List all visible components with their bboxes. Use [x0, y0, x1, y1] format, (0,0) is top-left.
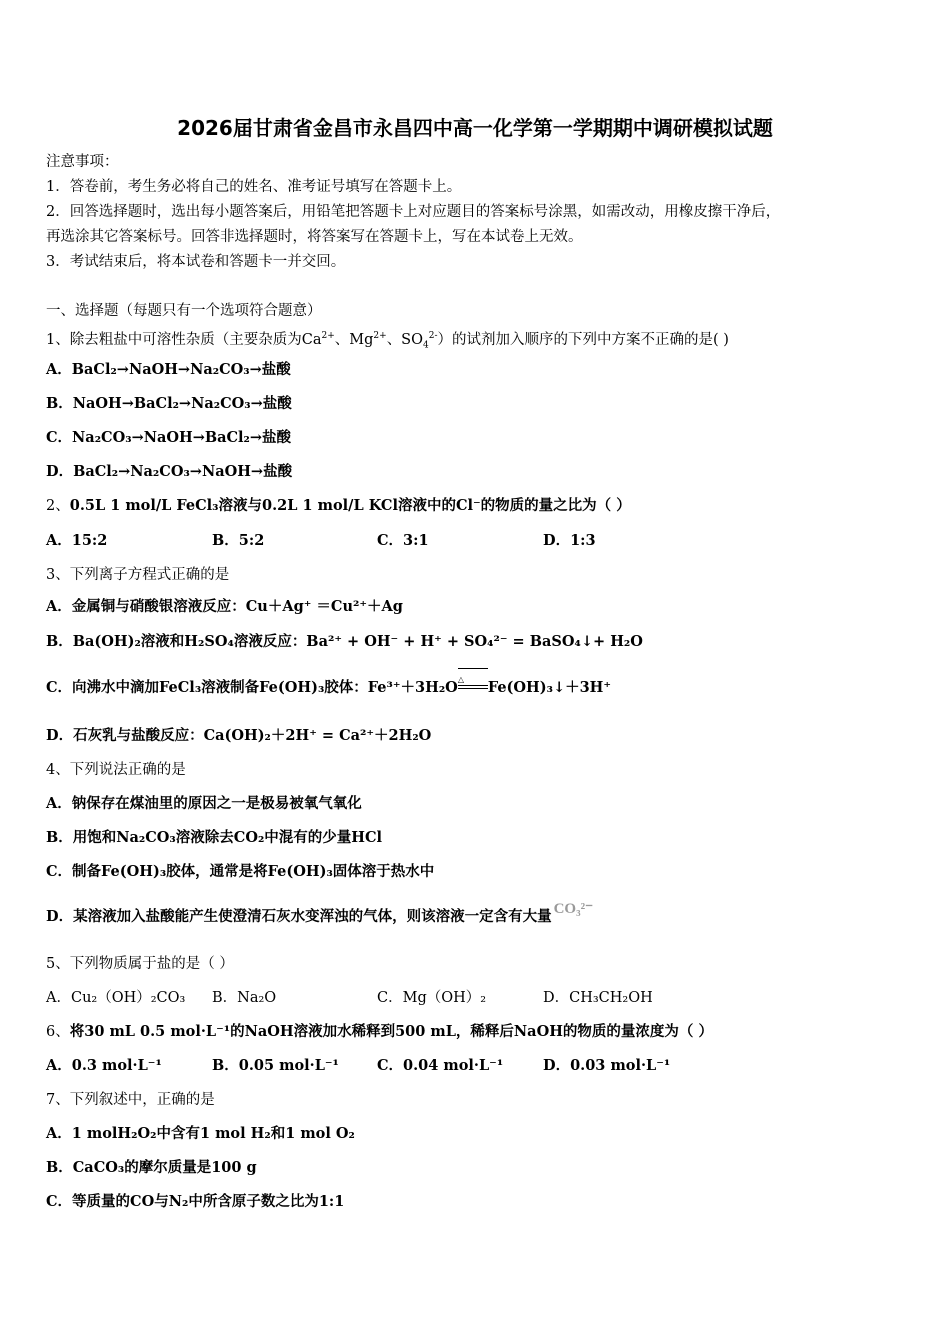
question-number: 1、	[46, 331, 70, 348]
question-2-stem	[46, 496, 631, 516]
question-5-stem: 5、下列物质属于盐的是（ ）	[46, 956, 234, 972]
option-b[interactable]: B．5:2	[212, 532, 265, 549]
option-b[interactable]: B．CaCO₃的摩尔质量是100 g	[46, 1159, 257, 1176]
option-c[interactable]: C．Mg（OH）₂	[377, 990, 487, 1006]
option-b[interactable]: B．NaOH→BaCl₂→Na₂CO₃→盐酸	[46, 395, 292, 412]
equation-right: Fe(OH)₃↓＋3H⁺	[487, 679, 612, 696]
option-d[interactable]: D．CH₃CH₂OH	[543, 990, 653, 1006]
stem-part: 、SO	[386, 331, 424, 348]
option-b[interactable]: B．用饱和Na₂CO₃溶液除去CO₂中混有的少量HCl	[46, 829, 383, 846]
notice-item-1: 1．答卷前，考生务必将自己的姓名、准考证号填写在答题卡上。	[46, 179, 462, 195]
option-b[interactable]: B．Na₂O	[212, 990, 277, 1006]
stem-part: 除去粗盐中可溶性杂质（主要杂质为Ca	[69, 331, 322, 348]
option-c[interactable]: C．等质量的CO与N₂中所含原子数之比为1:1	[46, 1193, 345, 1210]
stem-part: ）的试剂加入顺序的下列中方案不正确的是( )	[437, 331, 729, 348]
option-c[interactable]	[46, 674, 612, 698]
equation-left: C．向沸水中滴加FeCl₃溶液制备Fe(OH)₃胶体：Fe³⁺＋3H₂O	[46, 679, 458, 696]
option-a[interactable]: A．15:2	[46, 532, 108, 549]
carbonate-formula: CO₃²⁻	[553, 901, 593, 917]
option-c[interactable]: C．制备Fe(OH)₃胶体，通常是将Fe(OH)₃固体溶于热水中	[46, 863, 435, 880]
option-a[interactable]: A．BaCl₂→NaOH→Na₂CO₃→盐酸	[46, 361, 291, 378]
notice-heading: 注意事项：	[46, 154, 119, 170]
question-7-stem: 7、下列叙述中，正确的是	[46, 1092, 215, 1108]
question-6-stem	[46, 1022, 713, 1042]
option-text: D．某溶液加入盐酸能产生使澄清石灰水变浑浊的气体，则该溶液一定含有大量	[46, 908, 552, 925]
option-a[interactable]: A．1 molH₂O₂中含有1 mol H₂和1 mol O₂	[46, 1125, 355, 1142]
option-c[interactable]: C．0.04 mol·L⁻¹	[377, 1057, 504, 1074]
stem-text: 0.5L 1 mol/L FeCl₃溶液与0.2L 1 mol/L KCl溶液中的Cl⁻的物质的量之比为（ ）	[69, 497, 631, 514]
option-a[interactable]: A．0.3 mol·L⁻¹	[46, 1057, 162, 1074]
option-c[interactable]: C．Na₂CO₃→NaOH→BaCl₂→盐酸	[46, 429, 292, 446]
option-d[interactable]: D．1:3	[543, 532, 596, 549]
option-d[interactable]: D．石灰乳与盐酸反应：Ca(OH)₂＋2H⁺ = Ca²⁺＋2H₂O	[46, 727, 432, 744]
stem-text: 将30 mL 0.5 mol·L⁻¹的NaOH溶液加水稀释到500 mL，稀释后NaOH的物质的量浓度为（ ）	[69, 1023, 713, 1040]
page-title: 2026届甘肃省金昌市永昌四中高一化学第一学期期中调研模拟试题	[177, 116, 773, 140]
notice-item-2b: 再选涂其它答案标号。回答非选择题时，将答案写在答题卡上，写在本试卷上无效。	[46, 229, 583, 245]
option-d[interactable]: D．0.03 mol·L⁻¹	[543, 1057, 671, 1074]
option-c[interactable]: C．3:1	[377, 532, 429, 549]
option-b[interactable]: B．0.05 mol·L⁻¹	[212, 1057, 339, 1074]
stem-part: 、Mg	[334, 331, 374, 348]
heat-equals-sign	[457, 674, 488, 698]
option-a[interactable]: A．Cu₂（OH）₂CO₃	[46, 990, 186, 1006]
option-a[interactable]: A．金属铜与硝酸银溶液反应：Cu＋Ag⁺ ＝Cu²⁺＋Ag	[46, 598, 403, 615]
question-1-stem: 1、除去粗盐中可溶性杂质（主要杂质为$Ca^{2+}$、$Mg^{2+}$、$SO_4^{2-}$）的试剂加入顺序的下列中方案不正确的是( )	[46, 331, 729, 351]
notice-item-3: 3．考试结束后，将本试卷和答题卡一并交回。	[46, 254, 346, 270]
option-d[interactable]: D．BaCl₂→Na₂CO₃→NaOH→盐酸	[46, 463, 293, 480]
option-b[interactable]: B．Ba(OH)₂溶液和H₂SO₄溶液反应：Ba²⁺ + OH⁻ + H⁺ + SO₄²⁻ = BaSO₄↓+ H₂O	[46, 633, 643, 650]
delta-symbol: △	[458, 668, 488, 689]
question-number: 2、	[46, 498, 70, 514]
option-d[interactable]	[46, 901, 593, 927]
option-a[interactable]: A．钠保存在煤油里的原因之一是极易被氧气氧化	[46, 795, 362, 812]
question-4-stem: 4、下列说法正确的是	[46, 762, 186, 778]
question-number: 6、	[46, 1024, 70, 1040]
question-3-stem: 3、下列离子方程式正确的是	[46, 567, 230, 583]
section-heading: 一、选择题（每题只有一个选项符合题意）	[46, 303, 322, 319]
notice-item-2a: 2．回答选择题时，选出每小题答案后，用铅笔把答题卡上对应题目的答案标号涂黑，如需改动，用橡皮擦干净后，	[46, 204, 781, 220]
